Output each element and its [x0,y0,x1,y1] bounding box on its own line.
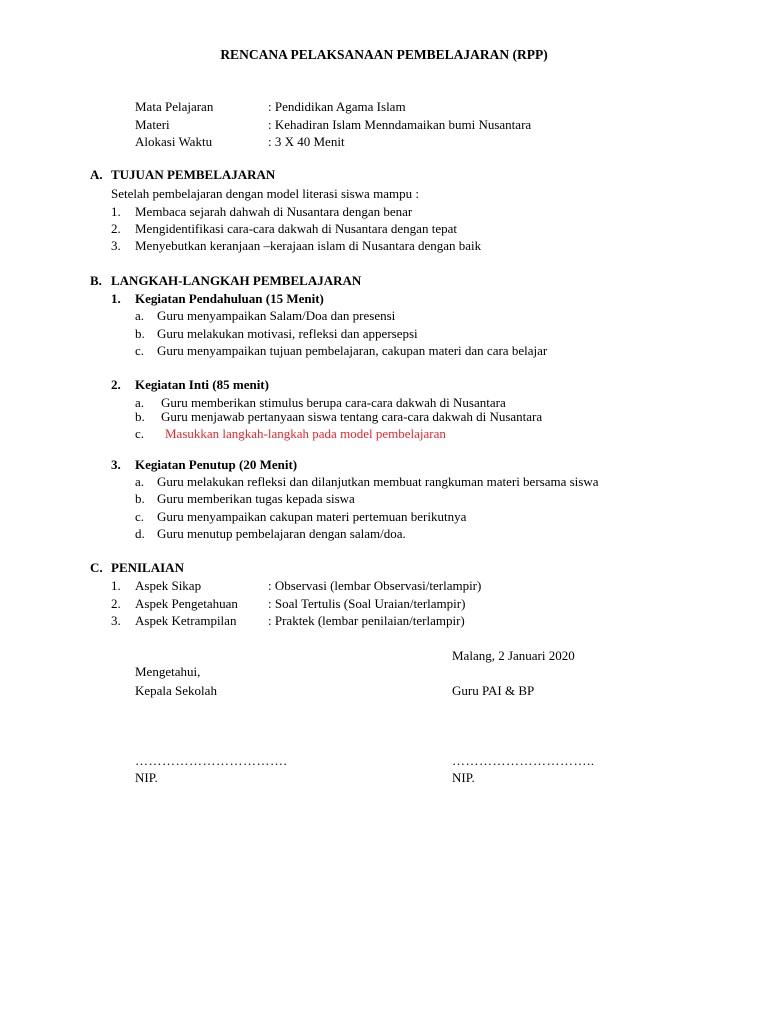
step-text: Guru menutup pembelajaran dengan salam/doa. [157,526,406,541]
document-title: RENCANA PELAKSANAAN PEMBELAJARAN (RPP) [220,47,548,62]
step-letter: b. [135,491,145,506]
objective-text: Mengidentifikasi cara-cara dakwah di Nusantara dengan tepat [135,221,457,236]
step-text: Guru menyampaikan tujuan pembelajaran, cakupan materi dan cara belajar [157,343,548,358]
activity-number: 2. [111,377,121,392]
step-letter: c. [135,426,145,441]
section-a-heading: TUJUAN PEMBELAJARAN [111,167,276,182]
activity-heading: Kegiatan Penutup (20 Menit) [135,457,298,472]
assessment-value: : Soal Tertulis (Soal Uraian/terlampir) [268,596,466,611]
identity-value-subject: : Pendidikan Agama Islam [268,99,406,114]
assessment-value: : Praktek (lembar penilaian/terlampir) [268,613,465,628]
section-a-letter: A. [90,167,103,182]
teacher-nip: NIP. [452,770,475,785]
teacher-title: Guru PAI & BP [452,683,535,698]
assessment-label: Aspek Ketrampilan [135,613,237,628]
principal-title: Kepala Sekolah [135,683,217,698]
identity-label-time: Alokasi Waktu [135,134,213,149]
activity-heading: Kegiatan Inti (85 menit) [135,377,269,392]
step-letter: a. [135,474,145,489]
step-text: Guru memberikan tugas kepada siswa [157,491,355,506]
identity-value-material: : Kehadiran Islam Menndamaikan bumi Nusantara [268,117,532,132]
step-letter: a. [135,395,145,410]
teacher-signature-line: ………………………….. [452,753,595,768]
objective-number: 3. [111,238,121,253]
activity-number: 1. [111,291,121,306]
place-date: Malang, 2 Januari 2020 [452,648,575,663]
section-c-letter: C. [90,560,103,575]
section-b-heading: LANGKAH-LANGKAH PEMBELAJARAN [111,273,362,288]
activity-number: 3. [111,457,121,472]
principal-nip: NIP. [135,770,158,785]
step-letter: a. [135,308,145,323]
objective-text: Membaca sejarah dahwah di Nusantara dengan benar [135,204,413,219]
objective-number: 2. [111,221,121,236]
section-b-letter: B. [90,273,102,288]
activity-heading: Kegiatan Pendahuluan (15 Menit) [135,291,324,306]
step-text: Guru menyampaikan cakupan materi pertemuan berikutnya [157,509,467,524]
step-letter: b. [135,409,145,424]
assessment-label: Aspek Sikap [135,578,202,593]
step-letter: d. [135,526,145,541]
step-letter: c. [135,343,145,358]
section-c-heading: PENILAIAN [111,560,184,575]
identity-label-subject: Mata Pelajaran [135,99,214,114]
step-text: Guru menjawab pertanyaan siswa tentang cara-cara dakwah di Nusantara [161,409,543,424]
assessment-number: 1. [111,578,121,593]
identity-label-material: Materi [135,117,170,132]
objective-text: Menyebutkan keranjaan –kerajaan islam di Nusantara dengan baik [135,238,482,253]
objective-number: 1. [111,204,121,219]
assessment-value: : Observasi (lembar Observasi/terlampir) [268,578,482,593]
step-letter: c. [135,509,145,524]
section-a-intro: Setelah pembelajaran dengan model literasi siswa mampu : [111,186,419,201]
step-text: Guru melakukan refleksi dan dilanjutkan membuat rangkuman materi bersama siswa [157,474,599,489]
identity-value-time: : 3 X 40 Menit [268,134,345,149]
step-letter: b. [135,326,145,341]
step-text: Guru menyampaikan Salam/Doa dan presensi [157,308,396,323]
assessment-number: 3. [111,613,121,628]
step-text: Guru melakukan motivasi, refleksi dan appersepsi [157,326,418,341]
principal-signature-line: ……………………………. [135,753,288,768]
step-text: Guru memberikan stimulus berupa cara-cara dakwah di Nusantara [161,395,506,410]
assessment-label: Aspek Pengetahuan [135,596,238,611]
assessment-number: 2. [111,596,121,611]
step-text-highlight: Masukkan langkah-langkah pada model pembelajaran [165,426,446,441]
acknowledged-label: Mengetahui, [135,664,201,679]
